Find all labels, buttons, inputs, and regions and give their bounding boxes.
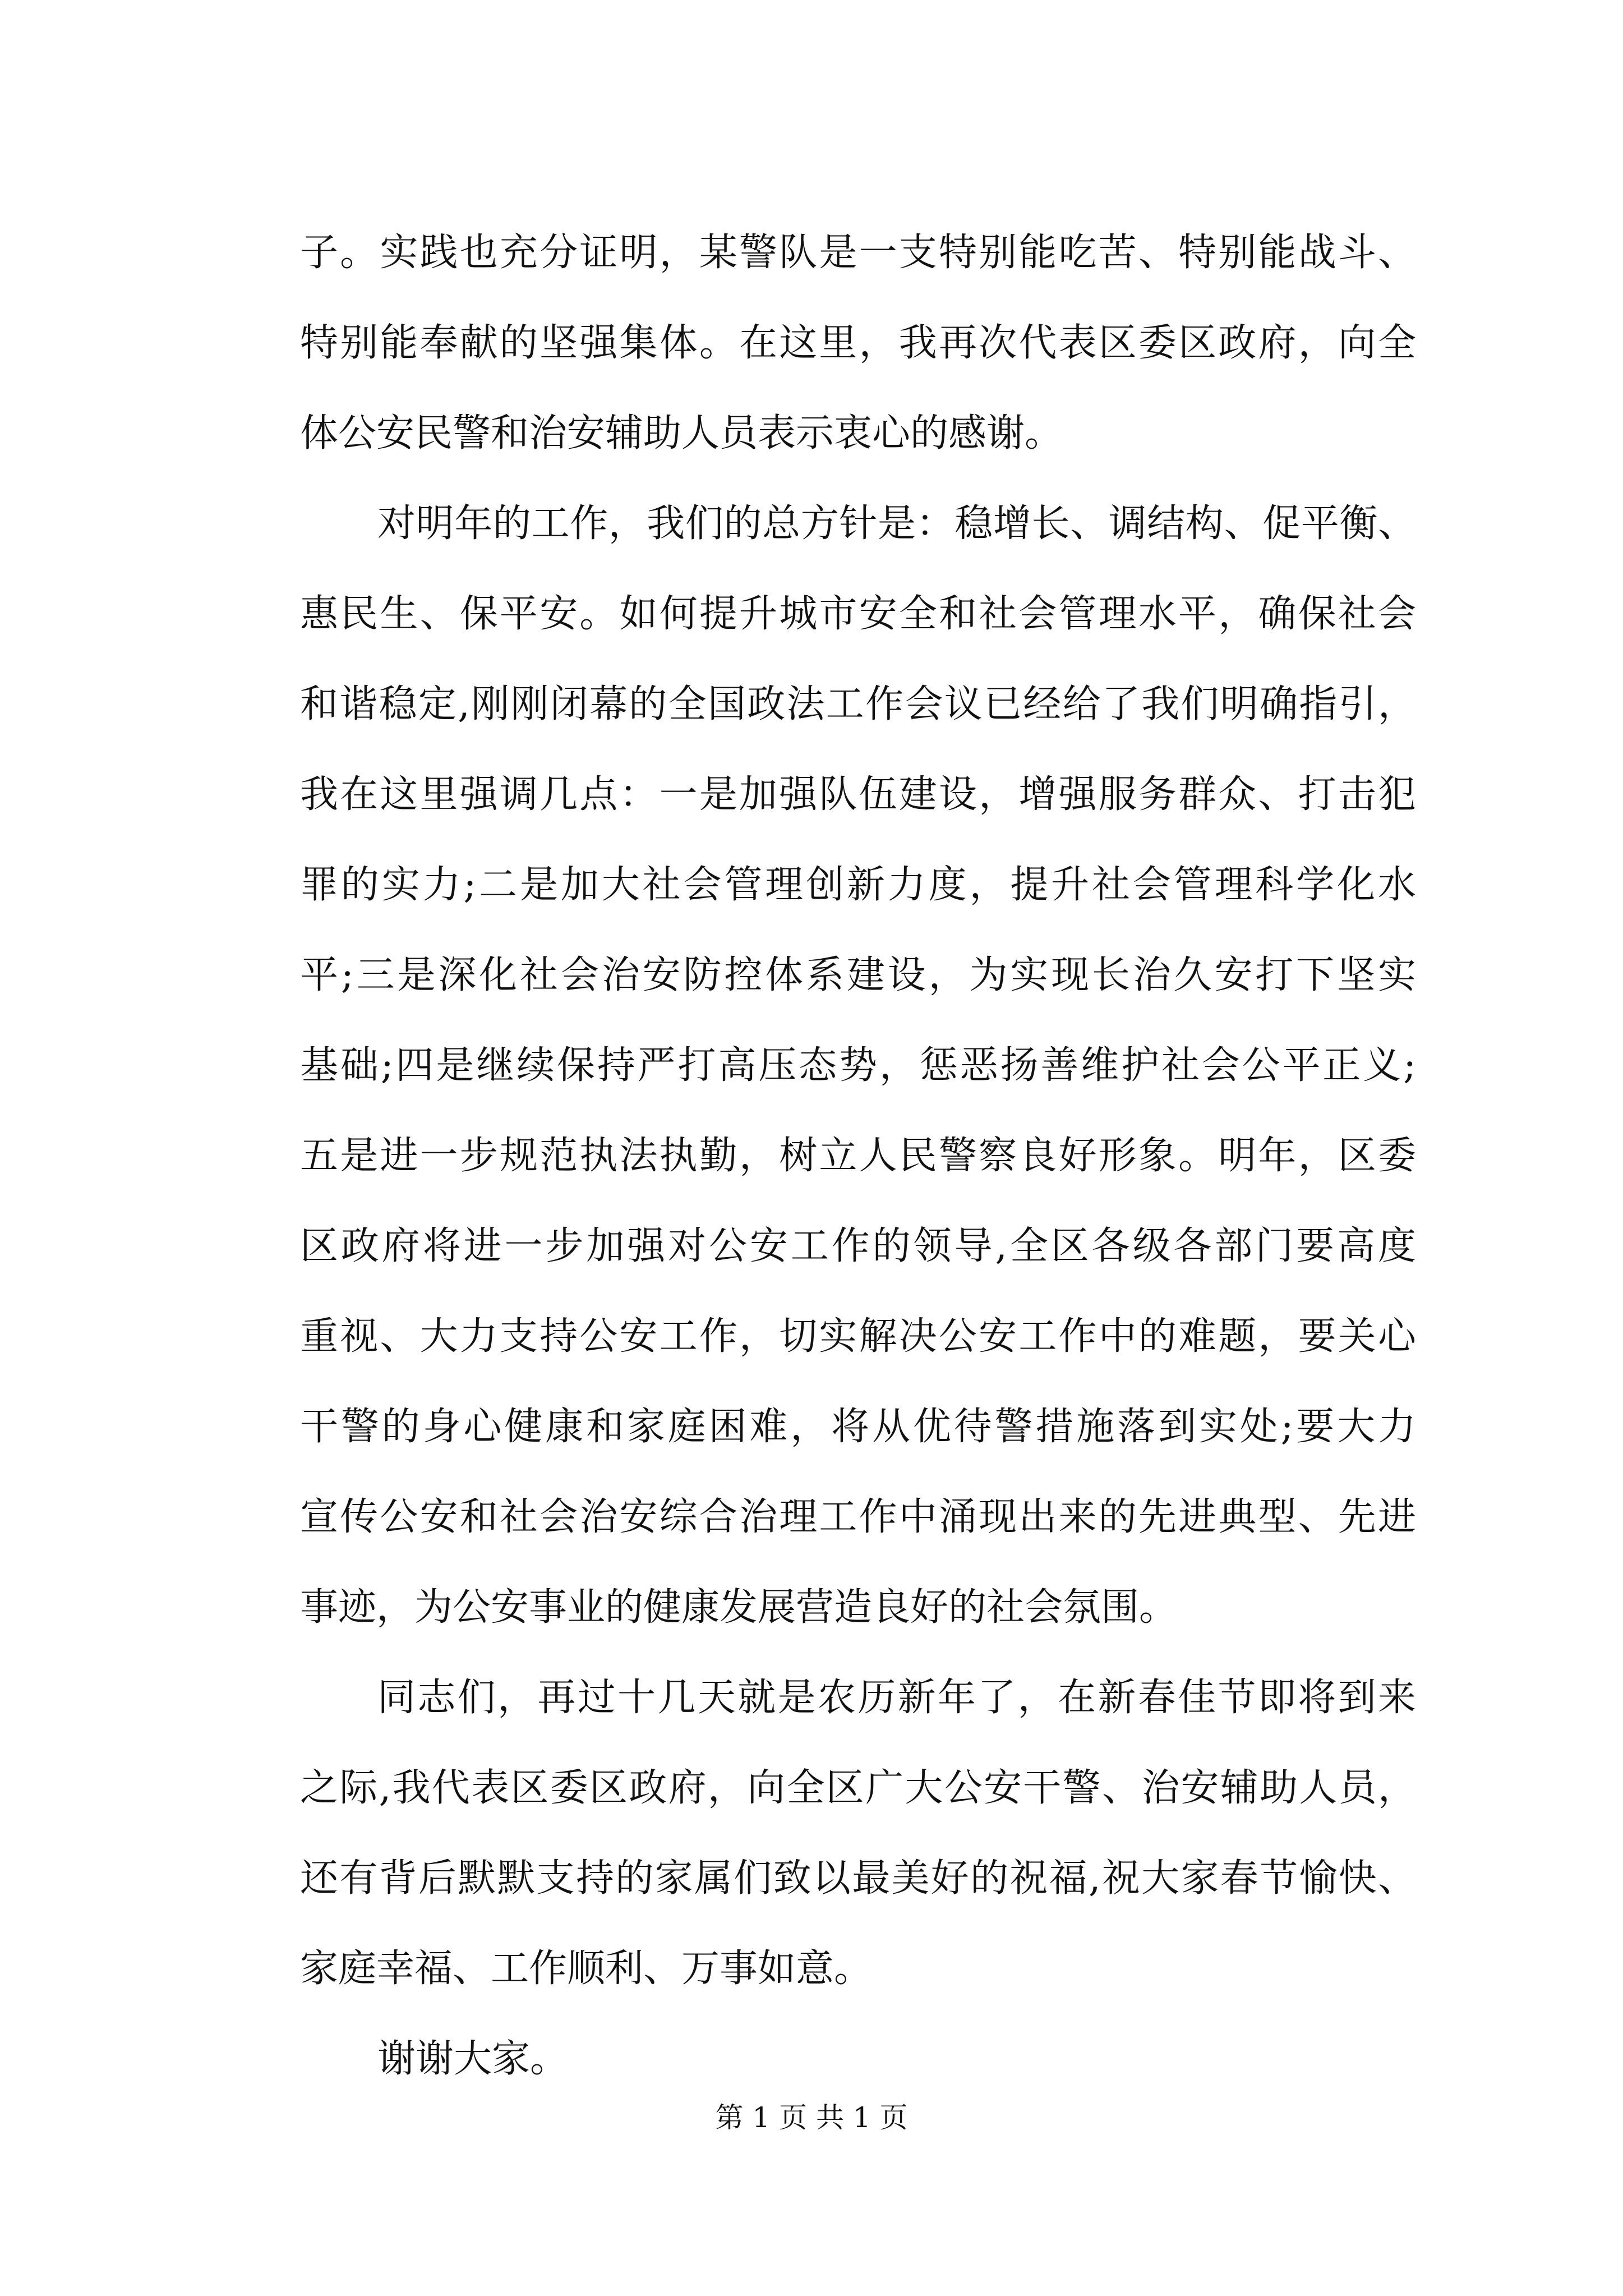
text-line: 和谐稳定,刚刚闭幕的全国政法工作会议已经给了我们明确指引， [300, 682, 1416, 726]
text-line: 对明年的工作，我们的总方针是：稳增长、调结构、促平衡、 [377, 501, 1416, 546]
text-line: 特别能奉献的坚强集体。在这里，我再次代表区委区政府，向全 [300, 321, 1416, 365]
text-line: 谢谢大家。 [377, 2037, 569, 2081]
text-line: 平;三是深化社会治安防控体系建设，为实现长治久安打下坚实 [300, 953, 1416, 997]
page-footer: 第 1 页 共 1 页 [715, 2101, 908, 2134]
text-line: 子。实践也充分证明，某警队是一支特别能吃苦、特别能战斗、 [300, 231, 1416, 275]
text-line: 事迹，为公安事业的健康发展营造良好的社会氛围。 [300, 1585, 1178, 1630]
text-line: 区政府将进一步加强对公安工作的领导,全区各级各部门要高度 [300, 1224, 1416, 1268]
text-line: 家庭幸福、工作顺利、万事如意。 [300, 1947, 873, 1991]
text-line: 惠民生、保平安。如何提升城市安全和社会管理水平，确保社会 [300, 592, 1416, 636]
text-line: 基础;四是继续保持严打高压态势，惩恶扬善维护社会公平正义; [300, 1043, 1416, 1088]
body-text [300, 208, 1416, 2104]
text-line: 宣传公安和社会治安综合治理工作中涌现出来的先进典型、先进 [300, 1495, 1416, 1539]
text-line: 五是进一步规范执法执勤，树立人民警察良好形象。明年，区委 [300, 1134, 1416, 1178]
text-line: 体公安民警和治安辅助人员表示衷心的感谢。 [300, 411, 1063, 455]
text-line: 还有背后默默支持的家属们致以最美好的祝福,祝大家春节愉快、 [300, 1856, 1416, 1901]
text-line: 同志们，再过十几天就是农历新年了，在新春佳节即将到来 [377, 1676, 1416, 1720]
text-line: 干警的身心健康和家庭困难，将从优待警措施落到实处;要大力 [300, 1405, 1416, 1449]
text-line: 重视、大力支持公安工作，切实解决公安工作中的难题，要关心 [300, 1314, 1416, 1359]
text-line: 之际,我代表区委区政府，向全区广大公安干警、治安辅助人员， [300, 1766, 1416, 1810]
text-line: 罪的实力;二是加大社会管理创新力度，提升社会管理科学化水 [300, 863, 1416, 907]
text-line: 我在这里强调几点：一是加强队伍建设，增强服务群众、打击犯 [300, 772, 1416, 817]
